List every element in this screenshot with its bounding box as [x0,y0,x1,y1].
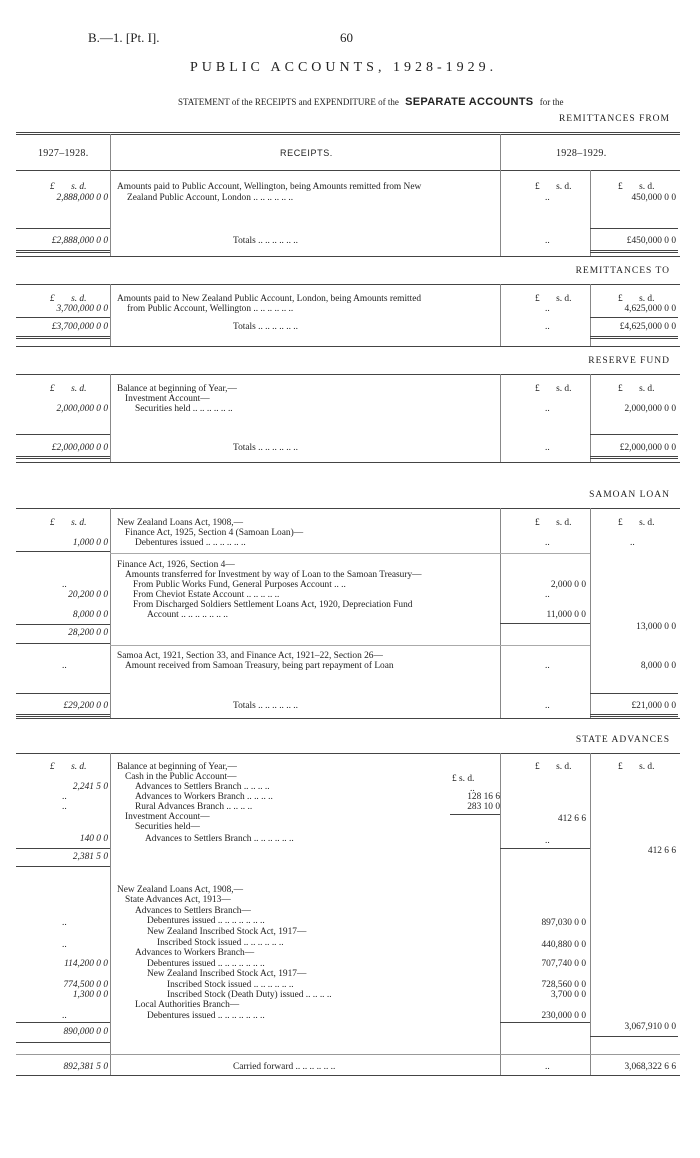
s3-value: 2,000,000 0 0 [624,404,676,414]
s2-total-mid: .. [545,322,550,332]
page-title: PUBLIC ACCOUNTS, 1928-1929. [190,60,498,75]
s5-inner-workers: 128 16 6 [467,792,500,802]
s5-prev-total: 2,381 5 0 [72,852,108,862]
s1-desc2: Zealand Public Account, London .. .. .. .. .. .. [127,193,294,203]
section-label-reserve-fund: RESERVE FUND [588,356,670,366]
s5-unit-val: £ s. d. [618,762,655,772]
s4-desc-a1: New Zealand Loans Act, 1908,— [117,518,244,528]
s5-prev-insc3: 1,300 0 0 [72,990,108,1000]
s4-mid-b6: 11,000 0 0 [546,610,586,620]
s4-prev-c: .. [62,661,67,671]
s5-local: Local Authorities Branch— [135,1000,240,1010]
s3-mid: .. [545,404,550,414]
s5-cf-prev: 892,381 5 0 [63,1062,108,1072]
s4-mid-c: .. [545,661,550,671]
s5-row-sec-settlers: Advances to Settlers Branch .. .. .. .. .. .. [145,834,294,844]
statement-line [178,96,563,108]
s2-desc2: from Public Account, Wellington .. .. .. .. .. .. [127,304,294,314]
s4-unit-val: £ s. d. [618,518,655,528]
s4-prev-b6: 8,000 0 0 [72,610,108,620]
s4-total-prev: £29,200 0 0 [63,701,108,711]
s4-unit-mid: £ s. d. [535,518,572,528]
s4-val-c: 8,000 0 0 [640,661,676,671]
s4-prev-b4: 20,200 0 0 [68,590,108,600]
s4-prev-a: 1,000 0 0 [72,538,108,548]
s5-insc3: Inscribed Stock (Death Duty) issued .. .. .. .. [167,990,332,1000]
s2-totals-label: Totals .. .. .. .. .. .. [233,322,298,332]
col-prev-year: 1927–1928. [38,148,89,159]
s1-desc1: Amounts paid to Public Account, Wellington, being Amounts remitted from New [117,182,422,192]
s4-mid-a: .. [545,538,550,548]
s4-prev-b3: .. [62,580,67,590]
s1-total-prev: £2,888,000 0 0 [51,236,108,246]
s3-total-prev: £2,000,000 0 0 [51,443,108,453]
s5-desc2: Cash in the Public Account— [125,772,237,782]
s4-totals-label: Totals .. .. .. .. .. .. [233,701,298,711]
section-label-samoan-loan: SAMOAN LOAN [589,490,670,500]
s4-prev-b-total: 28,200 0 0 [68,628,108,638]
s4-mid-b3: 2,000 0 0 [550,580,586,590]
s2-value: 4,625,000 0 0 [624,304,676,314]
s5-loans2: State Advances Act, 1913— [125,895,231,905]
s5-prev-settlers: 2,241 5 0 [72,782,108,792]
s5-row-rural: Rural Advances Branch .. .. .. .. [135,802,253,812]
s2-unit-prev: £ s. d. [50,294,87,304]
s3-total-mid: .. [545,443,550,453]
s5-cf-val: 3,068,322 6 6 [624,1062,676,1072]
s3-unit-prev: £ s. d. [50,384,87,394]
page-reference: B.—1. [Pt. I]. [88,30,160,45]
s4-mid-b4: .. [545,590,550,600]
s5-secheld: Securities held— [135,822,200,832]
s5-deb1: Debentures issued .. .. .. .. .. .. .. [147,916,265,926]
s5-inner-head: £ s. d. [452,774,475,784]
s3-total-val: £2,000,000 0 0 [619,443,676,453]
statement-bold: SEPARATE ACCOUNTS [405,96,534,108]
s1-total-val: £450,000 0 0 [626,236,676,246]
s5-desc1: Balance at beginning of Year,— [117,762,237,772]
s5-inner-rural: 283 10 0 [467,802,500,812]
s5-prev-sec: 140 0 0 [79,834,108,844]
s5-mid-insc2: 728,560 0 0 [541,980,586,990]
s1-unit-mid: £ s. d. [535,182,572,192]
s5-unit-mid: £ s. d. [535,762,572,772]
s5-mid-insc3: 3,700 0 0 [550,990,586,1000]
page-number: 60 [340,30,353,45]
s3-desc3: Securities held .. .. .. .. .. .. [135,404,233,414]
s2-unit-mid: £ s. d. [535,294,572,304]
s1-total-mid: .. [545,236,550,246]
s5-mid-deb1: 897,030 0 0 [541,918,586,928]
s3-unit-val: £ s. d. [618,384,655,394]
s5-loans1: New Zealand Loans Act, 1908,— [117,885,244,895]
s4-desc-c2: Amount received from Samoan Treasury, being part repayment of Loan [125,661,394,671]
s4-desc-b4: From Cheviot Estate Account .. .. .. .. .. [133,590,280,600]
section-label-remittances-from: REMITTANCES FROM [558,114,670,124]
s5-mid-deb3: 230,000 0 0 [541,1011,586,1021]
s5-row-settlers: Advances to Settlers Branch .. .. .. .. [135,782,270,792]
s1-totals-label: Totals .. .. .. .. .. .. [233,236,298,246]
s1-prev: 2,888,000 0 0 [56,193,108,203]
s4-desc-b6: Account .. .. .. .. .. .. .. [147,610,228,620]
s5-prev-insc1: .. [62,940,67,950]
s4-desc-c1: Samoa Act, 1921, Section 33, and Finance Act, 1921–22, Section 26— [117,651,383,661]
s4-desc-b2: Amounts transferred for Investment by way of Loan to the Samoan Treasury— [125,570,422,580]
s5-workers: Advances to Workers Branch— [135,948,255,958]
s4-desc-b3: From Public Works Fund, General Purposes Account .. .. [133,580,346,590]
s4-val-a: .. [630,538,635,548]
s5-cf-mid: .. [545,1062,550,1072]
col-curr-year: 1928–1929. [556,148,607,159]
s5-insc2: Inscribed Stock issued .. .. .. .. .. .. [167,980,294,990]
s5-stock1: New Zealand Inscribed Stock Act, 1917— [147,927,307,937]
s2-desc1: Amounts paid to New Zealand Public Account, London, being Amounts remitted [117,294,422,304]
s2-total-prev: £3,700,000 0 0 [51,322,108,332]
s5-invest: Investment Account— [125,812,210,822]
col-receipts: RECEIPTS. [280,148,333,158]
s5-prev-loans-total: 890,000 0 0 [63,1027,108,1037]
s5-mid-sec: .. [545,836,550,846]
s5-prev-deb1: .. [62,918,67,928]
s5-unit-prev: £ s. d. [50,762,87,772]
s4-total-val: £21,000 0 0 [631,701,676,711]
s4-total-mid: .. [545,701,550,711]
statement-post: for the [539,97,564,107]
s2-unit-val: £ s. d. [618,294,655,304]
s5-row-workers: Advances to Workers Branch .. .. .. .. [135,792,273,802]
section-label-state-advances: STATE ADVANCES [575,735,670,745]
s5-prev-deb2: 114,200 0 0 [64,959,108,969]
s4-unit-prev: £ s. d. [50,518,87,528]
s3-desc2: Investment Account— [125,394,210,404]
s5-val-loans: 3,067,910 0 0 [624,1022,676,1032]
s4-desc-b1: Finance Act, 1926, Section 4— [117,560,235,570]
s5-prev-workers: .. [62,792,67,802]
s1-mid: .. [545,193,550,203]
s2-prev: 3,700,000 0 0 [56,304,108,314]
s5-mid-invest: 412 6 6 [557,814,586,824]
s5-cf-label: Carried forward .. .. .. .. .. .. [233,1062,336,1072]
unit-prev: £ s. d. [50,182,87,192]
s5-inner-settlers: .. [470,784,475,794]
s4-desc-b5: From Discharged Soldiers Settlement Loans Act, 1920, Depreciation Fund [133,600,413,610]
s5-val-total: 412 6 6 [647,846,676,856]
s5-prev-insc2: 774,500 0 0 [63,980,108,990]
s5-insc1: Inscribed Stock issued .. .. .. .. .. .. [157,938,284,948]
s5-mid-deb2: 707,740 0 0 [541,959,586,969]
s3-prev: 2,000,000 0 0 [56,404,108,414]
s5-prev-rural: .. [62,802,67,812]
s5-stock2: New Zealand Inscribed Stock Act, 1917— [147,969,307,979]
statement-pre: STATEMENT of the RECEIPTS and EXPENDITURE of the [178,97,399,107]
s3-totals-label: Totals .. .. .. .. .. .. [233,443,298,453]
s4-desc-a2: Finance Act, 1925, Section 4 (Samoan Loan)— [125,528,304,538]
s1-value: 450,000 0 0 [631,193,676,203]
s5-mid-insc1: 440,880 0 0 [541,940,586,950]
section-label-remittances-to: REMITTANCES TO [575,266,670,276]
s1-unit-val: £ s. d. [618,182,655,192]
s4-desc-a3: Debentures issued .. .. .. .. .. .. [135,538,246,548]
s2-mid: .. [545,304,550,314]
s2-total-val: £4,625,000 0 0 [619,322,676,332]
s3-unit-mid: £ s. d. [535,384,572,394]
s4-val-b: 13,000 0 0 [636,622,676,632]
s5-loans3: Advances to Settlers Branch— [135,906,251,916]
s5-deb3: Debentures issued .. .. .. .. .. .. .. [147,1011,265,1021]
s5-deb2: Debentures issued .. .. .. .. .. .. .. [147,959,265,969]
s3-desc1: Balance at beginning of Year,— [117,384,237,394]
s5-prev-deb3: .. [62,1011,67,1021]
